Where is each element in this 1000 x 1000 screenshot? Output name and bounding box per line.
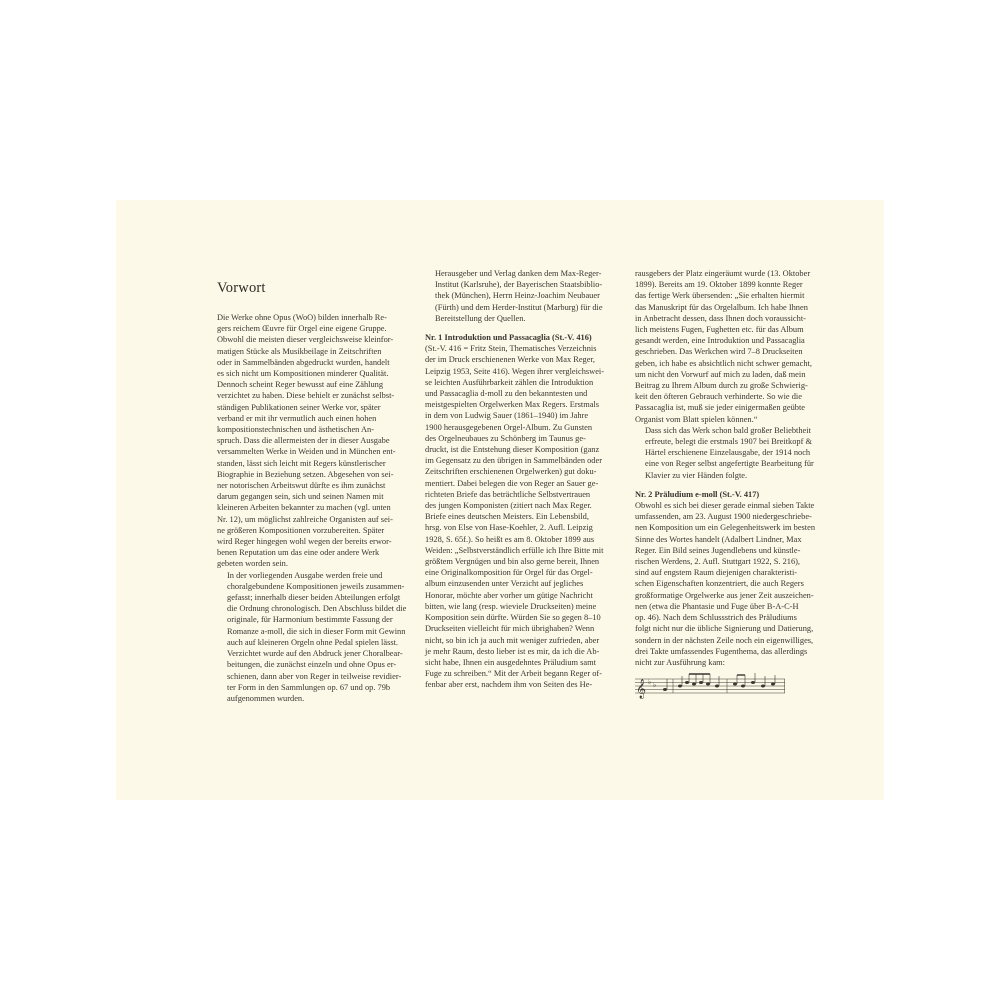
text-line: Weiden: „Selbstverständlich erfülle ich Ihre Bitte mit — [425, 545, 604, 555]
text-line: um nicht den Vorwurf auf mich zu laden, daß mein — [635, 369, 806, 379]
text-line: rischen Werdens, 2. Aufl. Stuttgart 1922, S. 216), — [635, 557, 801, 567]
text-line: verzichtet zu haben. Diese behielt er zunächst selbst- — [217, 391, 395, 401]
svg-text:𝄞: 𝄞 — [636, 679, 647, 700]
text-line: Zeitschriften erschienenen Orgelwerken) gut doku- — [425, 467, 597, 477]
document-page — [116, 200, 884, 800]
text-line: Obwohl die meisten dieser vergleichsweise kleinfor- — [217, 335, 394, 345]
text-line: Nr. 12), um möglichst zahlreiche Organisten auf sei- — [217, 514, 393, 524]
paragraph — [635, 500, 841, 668]
text-line: Beitrag zu Ihrem Album durch zu große Schwierig- — [635, 381, 808, 391]
text-line: je mehr Raum, desto lieber ist es mir, da ich die Ab- — [425, 646, 600, 656]
text-line: folgt nicht nur die übliche Signierung und Datierung, — [635, 624, 814, 634]
page-title: Vorwort — [217, 280, 266, 296]
text-line: des Orgelneubaues zu Schönberg im Taunus ge- — [425, 433, 586, 443]
text-line: schienen, dann aber von Reger in teilweise revidier- — [227, 671, 402, 681]
text-line: schen Eigenschaften konzentriert, die auch Regers — [635, 579, 804, 589]
text-line: benen Reputation um das eine oder andere Werk — [217, 548, 380, 558]
text-line: Briefe eines deutschen Meisters. Ein Lebensbild, — [425, 512, 589, 522]
text-line: im Gegensatz zu den übrigen in Sammelbänden oder — [425, 456, 602, 466]
text-line: Sinne des Wortes handelt (Adalbert Lindner, Max — [635, 534, 802, 544]
section-heading: Nr. 1 Introduktion und Passacaglia (St.-V. 416) — [425, 333, 592, 343]
text-line: fenbar aber erst, nachdem ihm von Seiten des He- — [425, 680, 593, 690]
text-line: In der vorliegenden Ausgabe werden freie und — [227, 570, 383, 580]
text-line: Organist vom Blatt spielen können.“ — [635, 414, 758, 424]
text-line: sicht habe, Ihnen ein ausgedehntes Präludium samt — [425, 657, 596, 667]
text-line: größtem Vergnügen und bin also gerne bereit, Ihnen — [425, 557, 600, 567]
text-line: und Passacaglia d-moll zu den bekanntesten und — [425, 389, 588, 399]
text-line: (Fürth) und dem Herder-Institut (Marburg) für die — [435, 302, 603, 312]
paragraph — [217, 570, 420, 704]
text-line: Biographie in Beziehung setzen. Abgesehen von sei- — [217, 469, 394, 479]
text-line: Leipzig 1953, Seite 416). Wegen ihrer vergleichswei- — [425, 366, 605, 376]
text-line: eine Originalkomposition für Orgel für das Orgel- — [425, 568, 593, 578]
text-line: keit den öfteren Gebrauch verhinderte. So wie die — [635, 392, 802, 402]
text-line: nicht, so bin ich ja auch mit weniger zufrieden, aber — [425, 635, 600, 645]
text-line: gefasst; innerhalb dieser beiden Abteilungen erfolgt — [227, 593, 401, 603]
text-line: Passacaglia ist, muß sie jeder einigermaßen geübte — [635, 403, 806, 413]
text-line: hrsg. von Else von Hase-Koehler, 2. Aufl. Leipzig — [425, 523, 593, 533]
text-line: meistgespielten Orgelwerken Max Regers. Erstmals — [425, 400, 600, 410]
text-column-1 — [217, 312, 420, 704]
text-line: die Ordnung chronologisch. Den Abschluss bildet die — [227, 604, 407, 614]
text-line: ner notorischen Arbeitswut dürfte es ihm zunächst — [217, 481, 386, 491]
text-line: matigen Stücke als Musikbeilage in Zeitschriften — [217, 346, 382, 356]
text-line: se leichten Ausführbarkeit zählen die Introduktion — [425, 377, 594, 387]
text-line: Reger. Ein Bild seines Jugendlebens und künstle- — [635, 545, 801, 555]
text-line: in dem von Ludwig Sauer (1861–1940) im Jahre — [425, 411, 589, 421]
text-line: 1928, S. 65f.). So heißt es am 8. Oktober 1899 aus — [425, 534, 595, 544]
text-line: gesandt werden, eine Introduktion und Passacaglia — [635, 336, 805, 346]
text-line: lich meistens Fugen, Fughetten etc. für das Album — [635, 325, 804, 335]
text-line: großformatige Orgelwerke aus jener Zeit auszeichen- — [635, 590, 814, 600]
text-line: auch auf kleineren Orgeln ohne Pedal spielen lässt. — [227, 637, 399, 647]
text-line: rausgebers der Platz eingeräumt wurde (13. Oktober — [635, 269, 811, 278]
musical-staff-icon — [635, 673, 785, 699]
text-line: album einzusenden unter Verzicht auf jegliches — [425, 579, 584, 589]
text-line: aufgenommen wurden. — [227, 693, 305, 703]
text-line: nicht zur Ausführung kam: — [635, 657, 726, 667]
text-line: op. 46). Nach dem Schlussstrich des Präludiums — [635, 613, 797, 623]
text-line: ne größeren Kompositionen vorzubereiten. Später — [217, 525, 385, 535]
text-line: nen (etwa die Phantasie und Fuge über B-A-C-H — [635, 601, 799, 611]
text-line: geschrieben. Das Werkchen wird 7–8 Druckseiten — [635, 347, 803, 357]
text-line: Druckseiten vielleicht für mich übrighaben? Wenn — [425, 624, 595, 634]
text-line: sind auf engstem Raum diejenigen charakteristi- — [635, 568, 798, 578]
text-column-2 — [425, 268, 630, 691]
text-line: originale, für Harmonium bestimmte Fassung der — [227, 615, 393, 625]
text-line: Obwohl es sich bei dieser gerade einmal sieben Takte — [635, 501, 815, 511]
text-line: darum gegangen sein, sich und seinen Namen mit — [217, 492, 384, 502]
text-line: versammelten Werke in Weiden und in München ent- — [217, 447, 396, 457]
text-line: kleineren Arbeiten bekannter zu machen (vgl. unten — [217, 503, 391, 513]
text-line: Romanze a-moll, die sich in dieser Form mit Gewinn — [227, 626, 406, 636]
text-line: Komposition sein dürfte. Würden Sie so gegen 8–10 — [425, 613, 601, 623]
text-line: beitungen, die zunächst einzeln und ohne Opus er- — [227, 660, 397, 670]
text-line: Dass sich das Werk schon bald großer Beliebtheit — [645, 425, 811, 435]
paragraph — [217, 312, 420, 570]
text-line: drei Takte umfassendes Fugenthema, das allerdings — [635, 646, 808, 656]
text-line: standen, lässt sich leicht mit Regers künstlerischer — [217, 458, 386, 468]
text-line: sondern in der nächsten Zeile noch ein eigenwilliges, — [635, 635, 814, 645]
text-line: der im Druck erschienenen Werke von Max Reger, — [425, 355, 595, 365]
text-line: Härtel erschienene Einzelausgabe, der 1914 noch — [645, 448, 811, 458]
text-line: kompositionstechnischen und ästhetischen An- — [217, 425, 375, 435]
svg-text:♭: ♭ — [648, 678, 652, 687]
text-line: erfreute, belegt die erstmals 1907 bei Breitkopf & — [645, 437, 812, 447]
text-line: Honorar, möchte aber vorher um gütige Nachricht — [425, 590, 593, 600]
text-line: in Anbetracht dessen, dass Ihnen doch voraussicht- — [635, 313, 806, 323]
section-heading: Nr. 2 Präludium e-moll (St.-V. 417) — [635, 489, 760, 499]
text-line: thek (München), Herrn Heinz-Joachim Neubauer — [435, 291, 600, 301]
text-column-3 — [635, 268, 841, 699]
text-line: ständigen Publikationen seiner Werke vor, später — [217, 402, 381, 412]
text-line: Institut (Karlsruhe), der Bayerischen Staatsbiblio- — [435, 280, 603, 290]
text-line: (St.-V. 416 = Fritz Stein, Thematisches Verzeichnis — [425, 344, 597, 354]
text-line: das fertige Werk übersenden: „Sie erhalten hiermit — [635, 291, 805, 301]
text-line: 1900 herausgegebenen Orgel-Album. Zu Gunsten — [425, 422, 593, 432]
text-line: gebeten worden sein. — [217, 559, 288, 569]
text-line: Verzichtet wurde auf den Abdruck jener Choralbear- — [227, 649, 403, 659]
paragraph — [635, 268, 841, 425]
paragraph — [635, 425, 841, 481]
text-line: bitten, wie lang (resp. wieviele Druckseiten) meine — [425, 601, 597, 611]
text-line: es sich nicht um Kompositionen minderer Qualität. — [217, 369, 389, 379]
text-line: verband er mit ihr vermutlich auch einen hohen — [217, 413, 377, 423]
text-line: Dennoch scheint Reger bewusst auf eine Zählung — [217, 380, 384, 390]
svg-text:♭: ♭ — [653, 681, 657, 690]
text-line: Fuge zu schreiben.“ Mit der Arbeit begann Reger of- — [425, 669, 602, 679]
text-line: 1899). Bereits am 19. Oktober 1899 konnte Reger — [635, 280, 803, 290]
paragraph — [425, 343, 630, 690]
text-line: choralgebundene Kompositionen jeweils zusammen- — [227, 581, 405, 591]
text-line: ter Form in den Sammlungen op. 67 und op. 79b — [227, 682, 391, 692]
text-line: nen Komposition um ein Gelegenheitswerk im besten — [635, 523, 816, 533]
text-line: eine von Reger selbst angefertigte Bearbeitung für — [645, 459, 814, 469]
text-line: geben, ich habe es absichtlich nicht schwer gemacht, — [635, 358, 812, 368]
paragraph — [425, 268, 630, 324]
text-line: das Manuskript für das Orgelalbum. Ich habe Ihnen — [635, 302, 808, 312]
text-line: des jungen Komponisten (zitiert nach Max Reger. — [425, 501, 592, 511]
text-line: umfassenden, am 23. August 1900 niedergeschriebe- — [635, 512, 812, 522]
text-line: gers reichem Œuvre für Orgel eine eigene Gruppe. — [217, 324, 387, 334]
text-line: wird Reger hingegen wohl wegen der bereits erwor- — [217, 537, 392, 547]
text-line: Bereitstellung der Quellen. — [435, 313, 526, 323]
text-line: Die Werke ohne Opus (WoO) bilden innerhalb Re- — [217, 313, 387, 322]
text-line: druckt, ist die Entstehung dieser Komposition (ganz — [425, 445, 600, 455]
text-line: Klavier zu vier Händen folgte. — [645, 470, 748, 480]
text-line: richteten Briefe das beträchtliche Selbstvertrauen — [425, 489, 591, 499]
text-line: Herausgeber und Verlag danken dem Max-Reger- — [435, 269, 602, 278]
text-line: mentiert. Dabei belegen die von Reger an Sauer ge- — [425, 478, 599, 488]
text-line: oder in Sammelbänden abgedruckt wurden, handelt — [217, 357, 390, 367]
text-line: spruch. Dass die allermeisten der in dieser Ausgabe — [217, 436, 390, 446]
